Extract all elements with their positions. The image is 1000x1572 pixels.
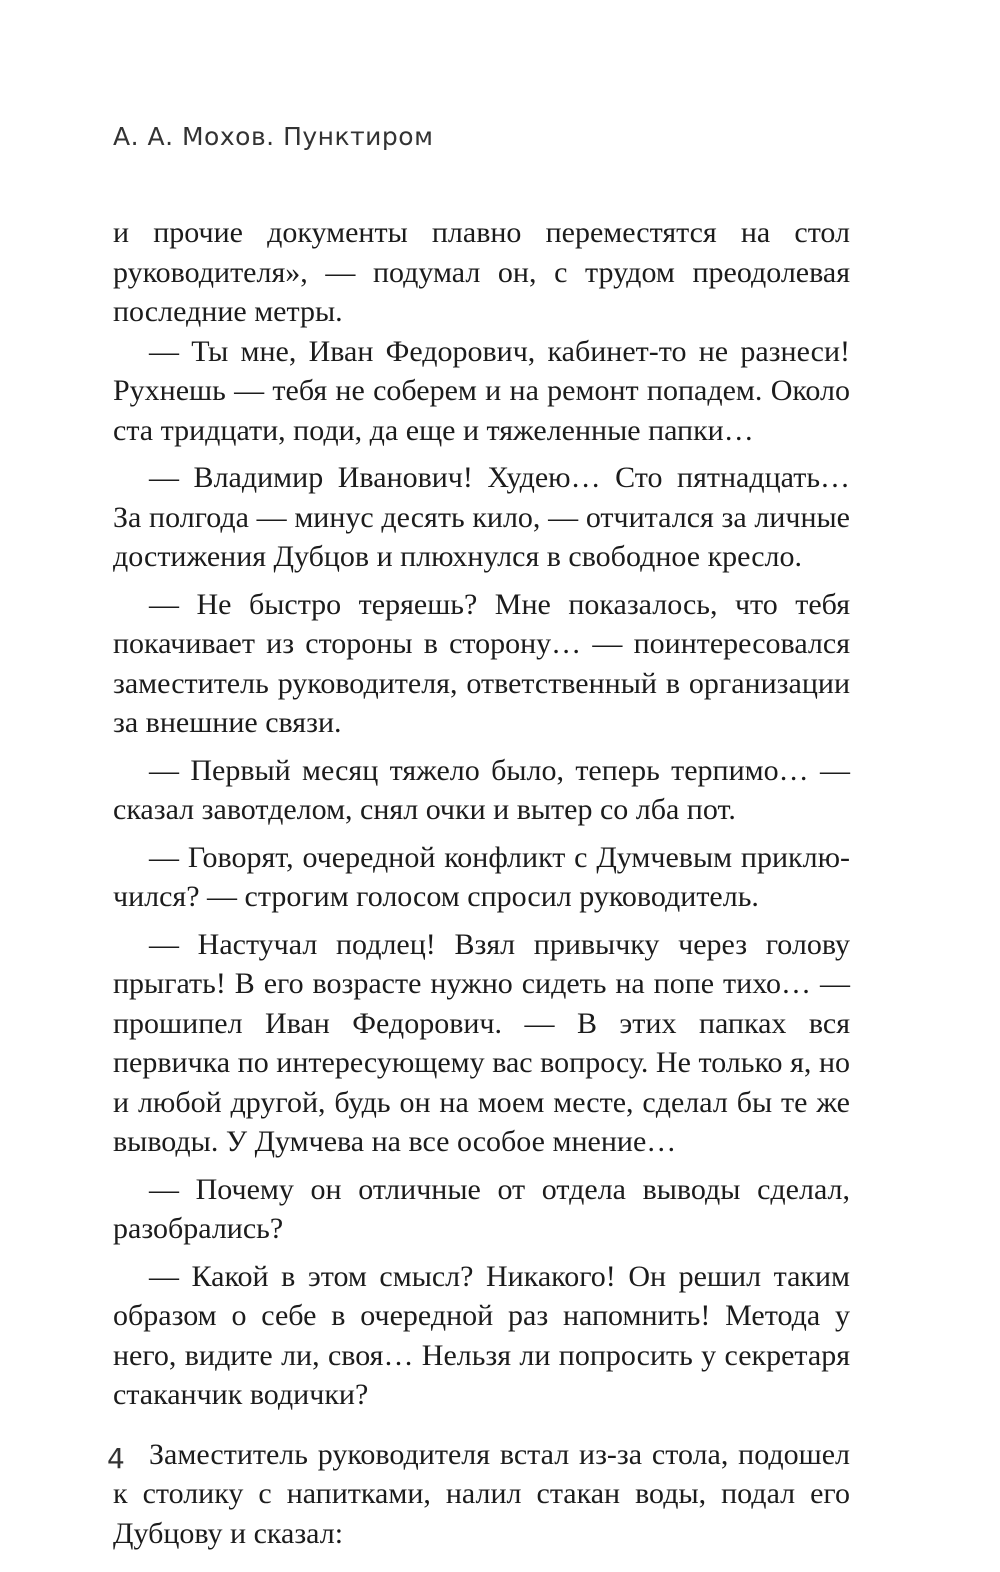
paragraph: — Почему он отличные от отдела выводы сделал, разобрались? — [113, 1172, 850, 1245]
paragraph: — Настучал подлец! Взял привычку через голову прыгать! В его возрасте нужно сидеть на попе тихо… — прошипел Иван Федорович. — В этих папках вся первичка по интересующему вас вопросу. Не только я, но и любой другой, будь он на моем месте, сделал бы те же выводы. У Думчева на все особое мнение… — [113, 927, 850, 1158]
paragraph: — Первый месяц тяжело было, теперь терпимо… — сказал завотделом, снял очки и вытер со лба пот. — [113, 753, 850, 826]
paragraph: — Какой в этом смысл? Никакого! Он решил таким образом о себе в очередной раз напомнить! Метода у него, видите ли, своя… Нельзя ли попросить у секретаря стаканчик водички? — [113, 1259, 850, 1411]
body-text — [113, 213, 850, 1553]
paragraph: и прочие документы плавно переместятся на стол руководителя», — подумал он, с трудом преодолевая последние метры. — [113, 216, 850, 328]
paragraph: — Говорят, очередной конфликт с Думчевым приключился? — строгим голосом спросил руководитель. — [113, 840, 850, 913]
running-head: А. А. Мохов. Пунктиром — [113, 122, 434, 151]
paragraph: Заместитель руководителя встал из-за стола, подошел к столику с напитками, налил стакан воды, подал его Дубцову и сказал: — [113, 1437, 850, 1550]
paragraph: — Ты мне, Иван Федорович, кабинет-то не разнеси! Рухнешь — тебя не соберем и на ремонт попадем. Около ста тридцати, поди, да еще и тяжеленные папки… — [113, 334, 850, 447]
paragraph: — Владимир Иванович! Худею… Сто пятнадцать… За полгода — минус десять кило, — отчитался за личные достижения Дубцов и плюхнулся в свободное кресло. — [113, 461, 850, 573]
paragraph: — Не быстро теряешь? Мне показалось, что тебя покачивает из стороны в сторону… — поинтересовался заместитель руководителя, ответственный в организации за внешние связи. — [113, 587, 850, 739]
page-number: 4 — [107, 1442, 125, 1475]
